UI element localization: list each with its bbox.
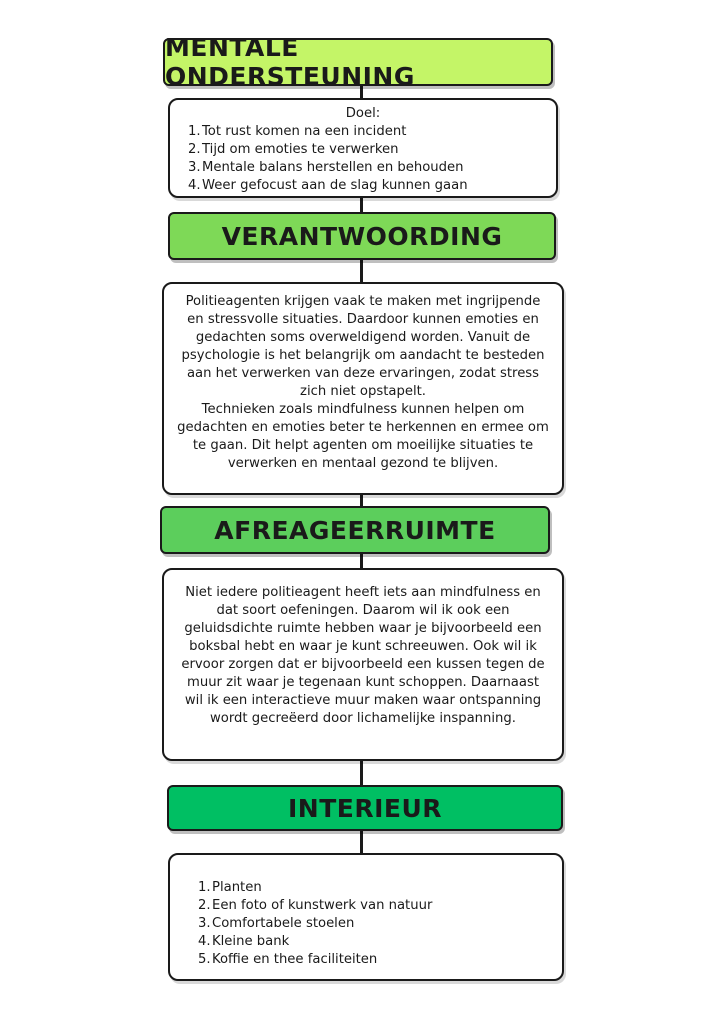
connector-3 <box>360 258 363 284</box>
connector-4 <box>360 493 363 507</box>
list-item: Mentale balans herstellen en behouden <box>202 160 464 175</box>
connector-6 <box>360 760 363 786</box>
afreageerruimte-paragraph: Niet iedere politieagent heeft iets aan mindfulness en dat soort oefeningen. Daarom wil ik ook een geluidsdichte ruimte hebben waar je bijvoorbeeld een boksbal hebt en waar je kunt schreeuwen. Ook wil ik ervoor zorgen dat er bijvoorbeeld een kussen tegen de muur zit waar je tegenaan kunt schoppen. Daarnaast wil ik een interactieve muur maken waar ontspanning wordt gecreëerd door lichamelijke inspanning. <box>181 585 545 726</box>
list-item: Kleine bank <box>212 934 290 949</box>
list-item: Tijd om emoties te verwerken <box>202 142 399 157</box>
verantwoording-paragraph-1: Politieagenten krijgen vaak te maken met ingrijpende en stressvolle situaties. Daardoor kunnen emoties en gedachten soms overweldigend worden. Vanuit de psychologie is het belangrijk om aandacht te besteden aan het verwerken van deze ervaringen, zodat stress zich niet opstapelt. <box>181 294 545 399</box>
list-item: Weer gefocust aan de slag kunnen gaan <box>202 178 468 193</box>
header-title: MENTALE ONDERSTEUNING <box>165 33 415 91</box>
list-item: Tot rust komen na een incident <box>202 124 407 139</box>
header-mentale-ondersteuning <box>163 33 553 91</box>
connector-2 <box>360 197 363 213</box>
list-item: Comfortabele stoelen <box>212 916 355 931</box>
interieur-box <box>168 853 564 981</box>
afreageerruimte-box <box>162 568 564 761</box>
list-item: Een foto of kunstwerk van natuur <box>212 898 433 913</box>
header-afreageerruimte <box>160 506 550 554</box>
header-verantwoording <box>168 212 556 260</box>
doel-list <box>188 123 546 195</box>
verantwoording-paragraph-2: Technieken zoals mindfulness kunnen helpen om gedachten en emoties beter te herkennen en ermee om te gaan. Dit helpt agenten om moeilijke situaties te verwerken en mentaal gezond te blijven. <box>177 402 549 471</box>
list-item: Planten <box>212 880 262 895</box>
header-title: INTERIEUR <box>287 793 443 823</box>
interieur-list <box>198 879 552 969</box>
doel-heading: Doel: <box>345 106 381 121</box>
list-item: Koffie en thee faciliteiten <box>212 952 378 967</box>
header-title: AFREAGEERRUIMTE <box>214 515 496 545</box>
header-interieur <box>167 785 563 831</box>
doel-box <box>168 98 558 198</box>
verantwoording-box <box>162 282 564 495</box>
header-title: VERANTWOORDING <box>221 221 503 251</box>
